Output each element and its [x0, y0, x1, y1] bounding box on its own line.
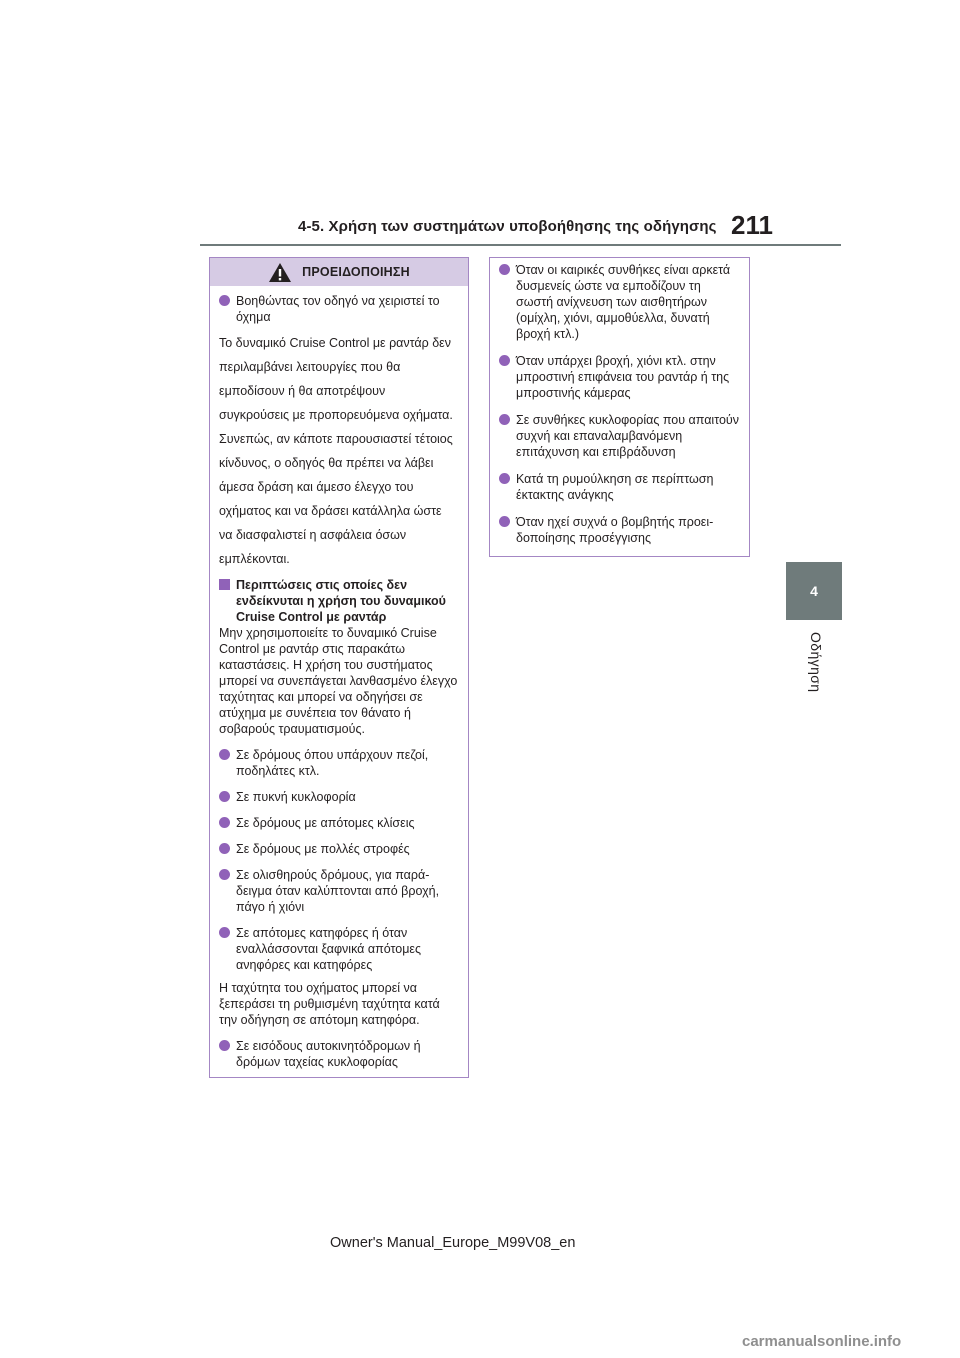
list-item — [219, 841, 458, 857]
bullet-dot — [219, 817, 230, 828]
bullet-dot — [219, 843, 230, 854]
list-item-text: Σε ολισθηρούς δρόμους, για παράδειγμα όταν καλύπτονται από βροχή, πάγο ή χιόνι — [236, 868, 440, 914]
warning-triangle-icon — [268, 262, 292, 283]
list-item-text: Σε δρόμους όπου υπάρχουν πεζοί, ποδηλάτες κτλ. — [236, 748, 429, 778]
list-item — [219, 293, 458, 325]
warning-content — [210, 286, 468, 1070]
bullet-dot — [219, 749, 230, 760]
list-item-text: Σε συνθήκες κυκλοφορίας που απαιτούν συχνή και επαναλαμβανόμενη επιτάχυνση και επιβράδυνση — [516, 413, 739, 459]
subheading-text: Περιπτώσεις στις οποίες δεν ενδείκνυται η χρήση του δυναμικού Cruise Control με ραντάρ — [236, 578, 446, 624]
list-item-text: Όταν οι καιρικές συνθήκες είναι αρκετά δυσμενείς ώστε να εμποδίζουν τη σωστή ανίχνευση των αισθητήρων (ομίχλη, χιόνι, αμμοθύελλα, δυνατή βροχή κτλ.) — [516, 263, 731, 341]
bullet-dot — [219, 1040, 230, 1051]
subheading-square — [219, 579, 230, 590]
list-item — [499, 262, 739, 342]
subheading — [219, 577, 458, 625]
warning-continuation-box — [489, 257, 750, 557]
header-rule — [200, 244, 841, 246]
bullet-dot — [219, 869, 230, 880]
bullet-dot — [499, 473, 510, 484]
list-item-text: Όταν υπάρχει βροχή, χιόνι κτλ. στην μπροστινή επιφάνεια του ραντάρ ή της μπροστινής κάμερας — [516, 354, 730, 400]
warning-paragraph: Η ταχύτητα του οχήματος μπορεί να ξεπεράσει τη ρυθμισμένη ταχύτητα κατά την οδήγηση σε απότομη κατηφόρα. — [219, 981, 440, 1027]
list-item-text: Όταν ηχεί συχνά ο βομβητής προειδοποίησης προσέγγισης — [516, 515, 714, 545]
list-item — [499, 412, 739, 460]
bullet-dot — [499, 516, 510, 527]
warning-paragraph: Το δυναμικό Cruise Control με ραντάρ δεν περιλαμβάνει λειτουργίες που θα εμποδίσουν ή θα αποτρέψουν συγκρούσεις με προπορευόμενα οχήματα. Συνεπώς, αν κάποτε παρουσιαστεί τέτοιος κίνδυνος, ο οδηγός θα πρέπει να λάβει άμεσα δράση και άμεσο έλεγχο του οχήματος και να δράσει κατάλληλα ώστε να διασφαλιστεί η ασφάλεια όσων εμπλέκονται. — [219, 336, 453, 566]
list-item-text: Κατά τη ρυμούλκηση σε περίπτωση έκτακτης ανάγκης — [516, 472, 714, 502]
warning-box — [209, 257, 469, 1078]
list-item-text: Σε δρόμους με πολλές στροφές — [236, 842, 410, 856]
list-item-text: Σε δρόμους με απότομες κλίσεις — [236, 816, 415, 830]
list-item — [219, 747, 458, 779]
warning-title: ΠΡΟΕΙΔΟΠΟΙΗΣΗ — [302, 265, 410, 279]
bullet-dot — [499, 264, 510, 275]
list-item — [219, 867, 458, 915]
bullet-dot — [219, 927, 230, 938]
chapter-tab[interactable] — [786, 562, 842, 620]
list-item-text: Σε εισόδους αυτοκινητόδρομων ή δρόμων ταχείας κυκλοφορίας — [236, 1039, 421, 1069]
bullet-dot — [499, 355, 510, 366]
list-item — [499, 353, 739, 401]
list-item — [499, 514, 739, 546]
chapter-name: Οδήγηση — [808, 632, 824, 693]
warning-paragraph: Μην χρησιμοποιείτε το δυναμικό Cruise Control με ραντάρ στις παρακάτω καταστάσεις. Η χρήση του συστήματος μπορεί να συνεπάγεται λανθασμένο έλεγχο ταχύτητας και μπορεί να οδηγήσει σε ατύχημα με συνέπεια τον θάνατο ή σοβαρούς τραυματισμούς. — [219, 626, 458, 736]
list-item-text: Σε πυκνή κυκλοφορία — [236, 790, 356, 804]
list-item — [219, 925, 458, 973]
chapter-number: 4 — [810, 583, 818, 599]
list-item-text: Βοηθώντας τον οδηγό να χειριστεί το όχημα — [236, 294, 440, 324]
section-title: 4-5. Χρήση των συστημάτων υποβοήθησης της οδήγησης — [298, 218, 717, 235]
list-item — [219, 1038, 458, 1070]
list-item — [219, 789, 458, 805]
footer-text: Owner's Manual_Europe_M99V08_en — [330, 1235, 576, 1251]
continuation-content — [490, 258, 749, 546]
bullet-dot — [219, 295, 230, 306]
list-item — [219, 815, 458, 831]
warning-header — [210, 258, 468, 286]
bullet-dot — [219, 791, 230, 802]
list-item-text: Σε απότομες κατηφόρες ή όταν εναλλάσσονται ξαφνικά απότομες ανηφόρες και κατηφόρες — [236, 926, 422, 972]
list-item — [499, 471, 739, 503]
bullet-dot — [499, 414, 510, 425]
watermark-link[interactable]: carmanualsonline.info — [742, 1333, 902, 1350]
page-number: 211 — [731, 210, 773, 240]
